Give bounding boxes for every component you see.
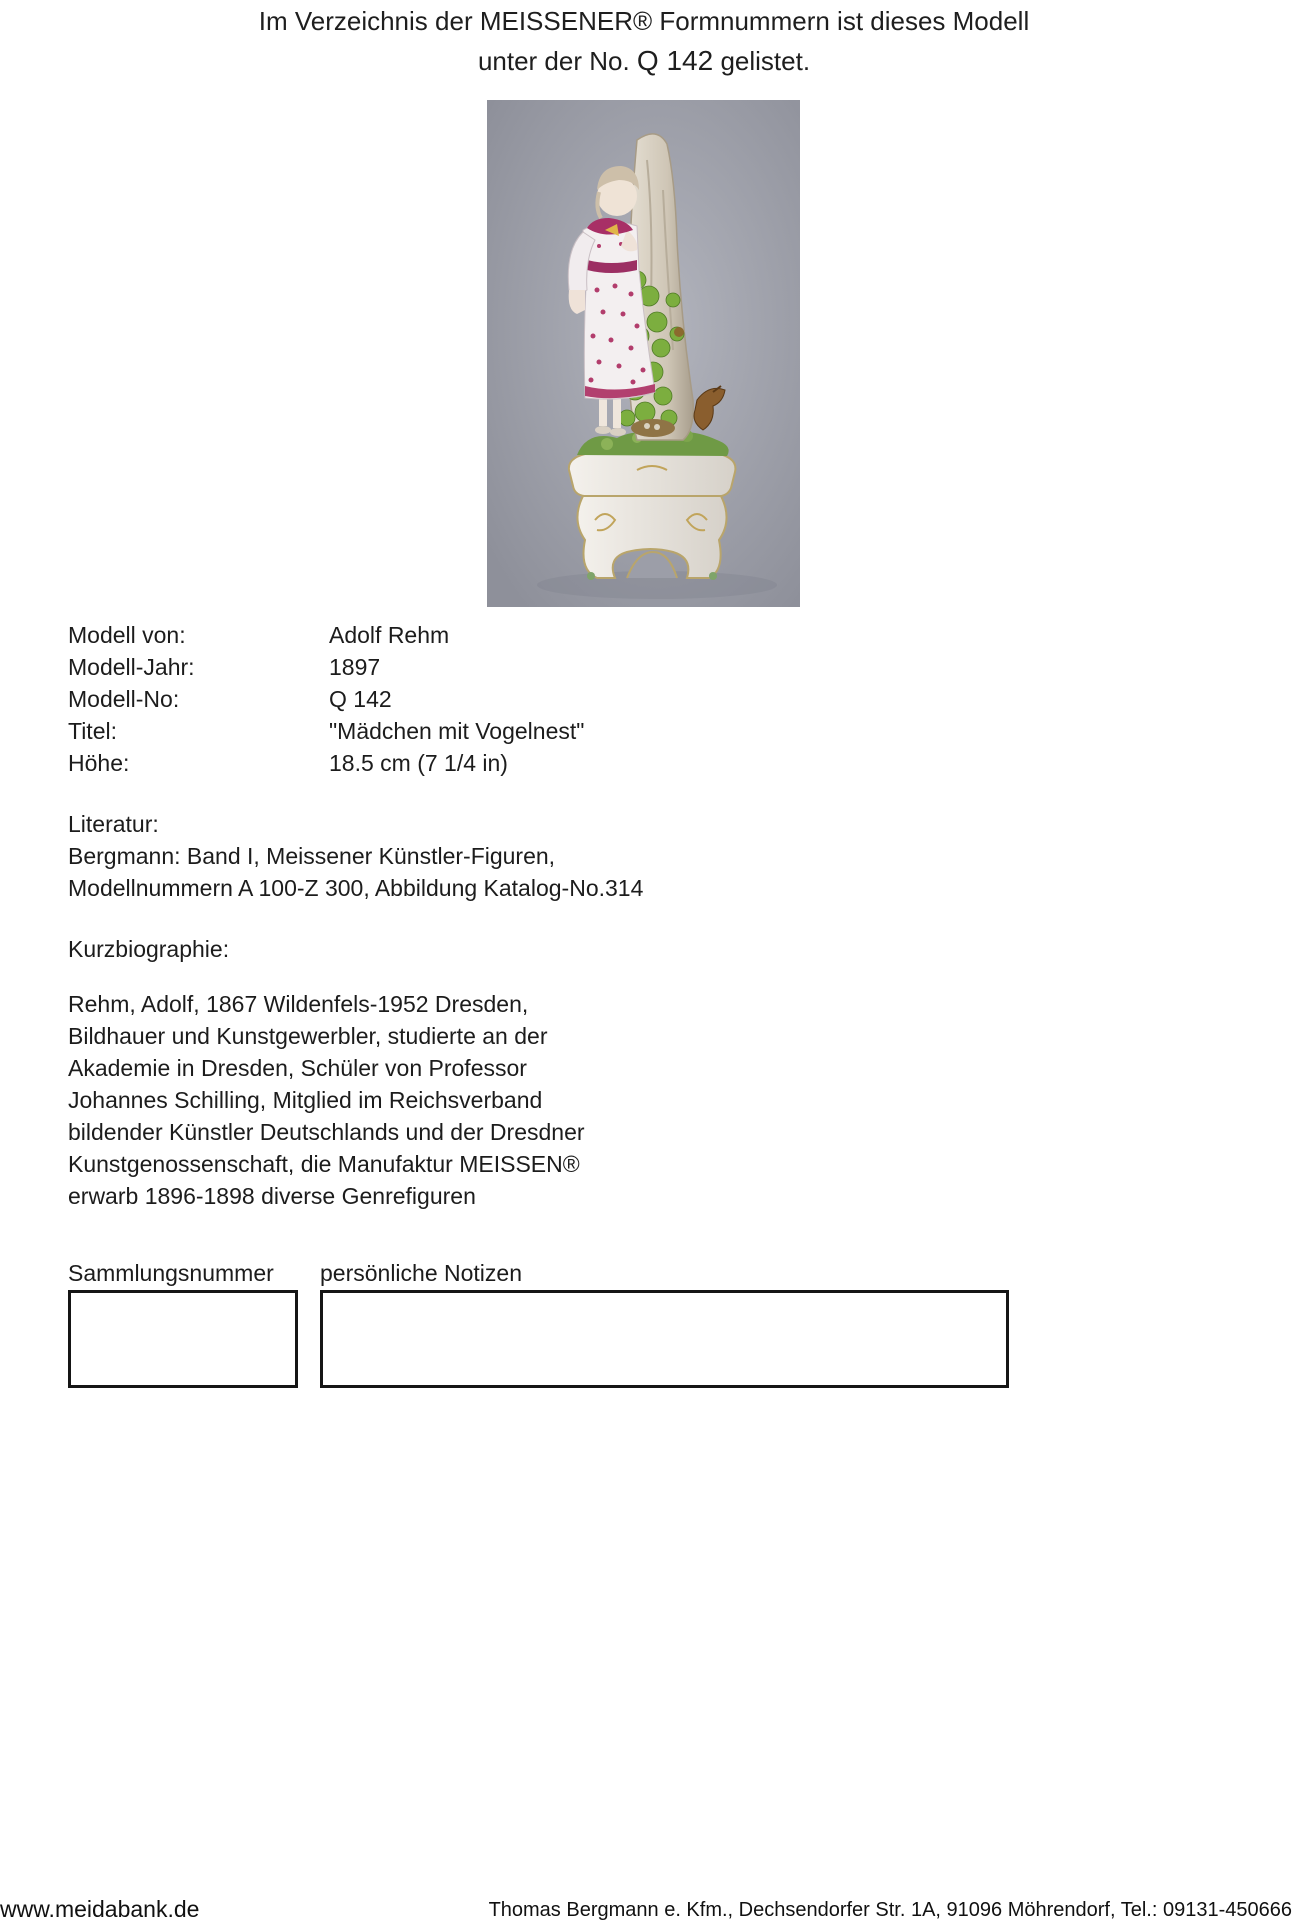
biography-line: erwarb 1896-1898 diverse Genrefiguren [68, 1183, 476, 1209]
fact-label: Höhe: [68, 750, 130, 776]
header-model-number: Q 142 [636, 45, 714, 76]
page-header [0, 2, 1288, 81]
biography-text [68, 988, 628, 1212]
biography-line: bildender Künstler Deutschlands und der Dresdner [68, 1119, 585, 1145]
personal-notes-field[interactable] [320, 1290, 1009, 1388]
fact-label: Titel: [68, 718, 117, 744]
fact-label: Modell-No: [68, 686, 180, 712]
collection-number-label: Sammlungsnummer [68, 1260, 274, 1286]
personal-notes-label: persönliche Notizen [320, 1260, 523, 1286]
literature-line: Bergmann: Band I, Meissener Künstler-Figuren, [68, 843, 556, 869]
biography-line: Rehm, Adolf, 1867 Wildenfels-1952 Dresden, [68, 991, 529, 1017]
biography-line: Akademie in Dresden, Schüler von Professor [68, 1055, 527, 1081]
fact-value: 1897 [329, 654, 381, 680]
header-line-2-suffix: gelistet. [720, 46, 811, 76]
collection-number-field[interactable] [68, 1290, 298, 1388]
fact-value: Q 142 [329, 686, 392, 712]
fact-label: Modell-Jahr: [68, 654, 195, 680]
header-line-1: Im Verzeichnis der MEISSENER® Formnummern ist dieses Modell [258, 6, 1030, 36]
fact-row-title [68, 715, 584, 747]
header-line-2-prefix: unter der No. [477, 46, 630, 76]
biography-line: Kunstgenossenschaft, die Manufaktur MEISSEN® [68, 1151, 580, 1177]
literature-heading: Literatur: [68, 811, 159, 837]
fact-row-year [68, 651, 584, 683]
footer-website-link[interactable]: www.meidabank.de [0, 1896, 200, 1922]
literature-line: Modellnummern A 100-Z 300, Abbildung Katalog-No.314 [68, 875, 644, 901]
figurine-photo [487, 100, 800, 607]
fact-label: Modell von: [68, 622, 186, 648]
fact-value: "Mädchen mit Vogelnest" [329, 718, 585, 744]
literature-section [68, 808, 768, 904]
biography-heading: Kurzbiographie: [68, 936, 230, 962]
fact-row-modeller [68, 619, 584, 651]
header-line-2 [0, 41, 1288, 81]
figurine-illustration [487, 100, 800, 607]
fact-row-height [68, 747, 584, 779]
model-facts [68, 619, 584, 779]
biography-line: Johannes Schilling, Mitglied im Reichsverband [68, 1087, 543, 1113]
biography-line: Bildhauer und Kunstgewerbler, studierte an der [68, 1023, 548, 1049]
fact-value: 18.5 cm (7 1/4 in) [329, 750, 508, 776]
footer-address: Thomas Bergmann e. Kfm., Dechsendorfer Str. 1A, 91096 Möhrendorf, Tel.: 09131-450666 [488, 1899, 1292, 1921]
fact-value: Adolf Rehm [329, 622, 450, 648]
fact-row-model-number [68, 683, 584, 715]
